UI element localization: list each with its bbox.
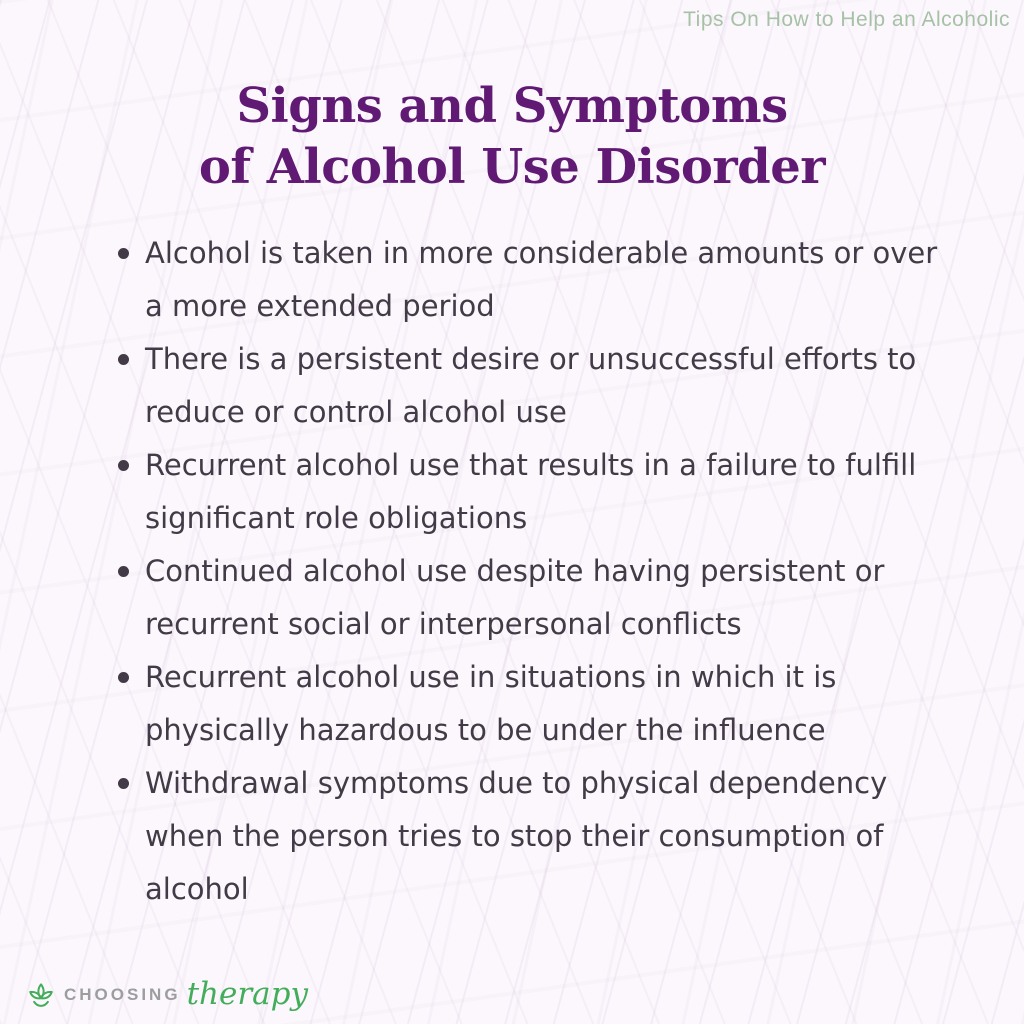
- bullet-dot: [118, 248, 129, 259]
- bullet-dot: [118, 566, 129, 577]
- bullet-text: Withdrawal symptoms due to physical dependency when the person tries to stop their consumption of alcohol: [145, 766, 888, 906]
- bullet-dot: [118, 354, 129, 365]
- brand-name-choosing: CHOOSING: [64, 984, 181, 1004]
- header-label: Tips On How to Help an Alcoholic: [683, 8, 1010, 31]
- flower-icon: [26, 980, 56, 1010]
- list-item: [118, 545, 958, 651]
- brand-logo: [26, 976, 308, 1012]
- bullet-text: Continued alcohol use despite having persistent or recurrent social or interpersonal conflicts: [145, 554, 885, 641]
- brand-name-therapy: therapy: [186, 976, 308, 1012]
- title-line-1: Signs and Symptoms: [236, 78, 788, 134]
- list-item: [118, 439, 958, 545]
- symptoms-list: [118, 227, 958, 916]
- bullet-dot: [118, 672, 129, 683]
- list-item: [118, 227, 958, 333]
- page-title: [0, 76, 1024, 198]
- list-item: [118, 333, 958, 439]
- bullet-dot: [118, 778, 129, 789]
- bullet-text: Recurrent alcohol use in situations in which it is physically hazardous to be under the influence: [145, 660, 837, 747]
- bullet-text: Recurrent alcohol use that results in a failure to fulfill significant role obligations: [145, 448, 917, 535]
- bullet-dot: [118, 460, 129, 471]
- list-item: [118, 651, 958, 757]
- bullet-text: Alcohol is taken in more considerable amounts or over a more extended period: [145, 236, 938, 323]
- list-item: [118, 757, 958, 916]
- bullet-text: There is a persistent desire or unsuccessful efforts to reduce or control alcohol use: [145, 342, 917, 429]
- title-line-2: of Alcohol Use Disorder: [198, 139, 826, 195]
